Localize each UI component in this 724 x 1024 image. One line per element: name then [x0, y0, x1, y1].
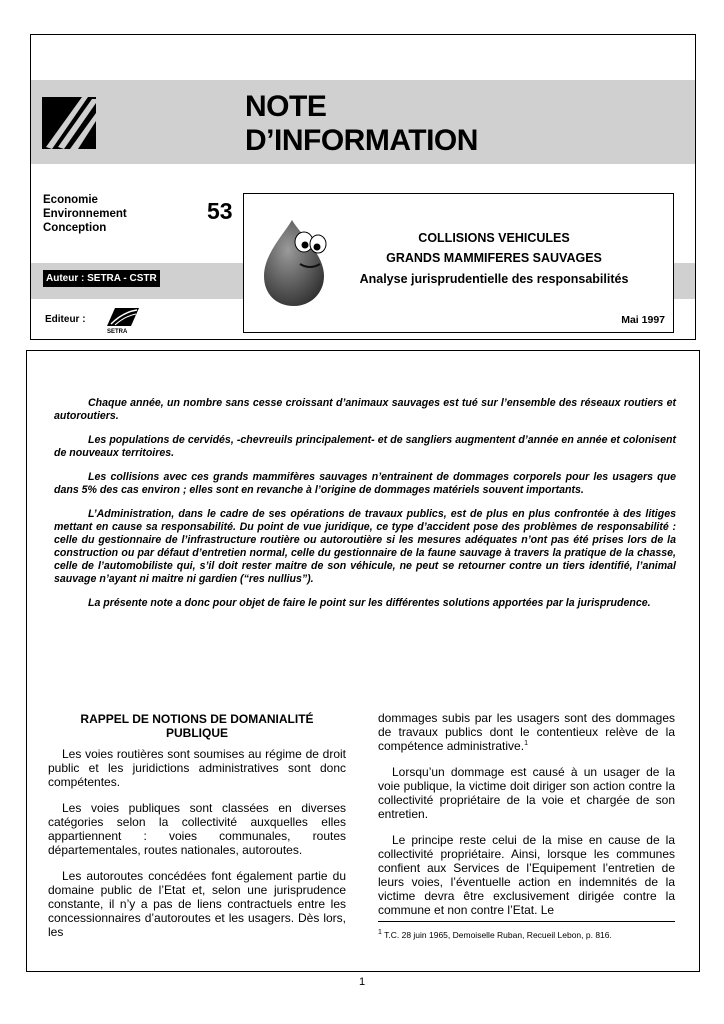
setra-logo [105, 304, 141, 334]
editor-label: Editeur : [45, 314, 86, 325]
rubric-item: Conception [43, 222, 107, 234]
section-title: RAPPEL DE NOTIONS DE DOMANIALITÉ PUBLIQUE [80, 712, 314, 740]
page-number: 1 [358, 976, 366, 988]
publication-date: Mai 1997 [621, 314, 665, 326]
body-paragraph: Les voies routières sont soumises au régime de droit public et les juridictions administratives sont donc compétentes. [48, 747, 346, 789]
footnote-separator [378, 921, 675, 922]
author-label: Auteur : SETRA - CSTR [43, 270, 160, 287]
body-paragraph: Les autoroutes concédées font également partie du domaine public de l’Etat et, selon une jurisprudence constante, il n’y a pas de liens contractuels entre les concessionnaires d’autoroutes et les usagers. Dès lors, les [48, 869, 346, 939]
footnote [378, 930, 612, 940]
topic-line1: COLLISIONS VEHICULES [418, 231, 570, 245]
intro-paragraph: Les populations de cervidés, -chevreuils principalement- et de sangliers augmentent d’année en année et colonisent de nouveaux territoires. [54, 434, 676, 459]
document-title-line2: D’INFORMATION [245, 124, 478, 157]
intro-paragraph: La présente note a donc pour objet de faire le point sur les différentes solutions apportées par la jurisprudence. [88, 597, 651, 609]
rubric-item: Economie [43, 194, 98, 206]
topic-line3: Analyse jurisprudentielle des responsabilités [359, 272, 629, 286]
setra-logo-text: SETRA [107, 329, 128, 334]
intro-paragraph: Chaque année, un nombre sans cesse croissant d’animaux sauvages est tué sur l’ensemble des réseaux routiers et autoroutiers. [54, 397, 676, 422]
intro-abstract [54, 397, 676, 621]
footnote-mark: 1 [378, 929, 382, 937]
issue-number: 53 [207, 198, 233, 224]
rubric-item: Environnement [43, 208, 127, 220]
drop-mascot-icon [260, 214, 330, 309]
intro-paragraph: Les collisions avec ces grands mammifères sauvages n’entrainent de dommages corporels pour les usagers que dans 5% des cas environ ; elles sont en revanche à l’origine de dommages matériels souvent importants. [54, 471, 676, 496]
body-paragraph: Lorsqu’un dommage est causé à un usager de la voie publique, la victime doit diriger son action contre la collectivité propriétaire de la voie et chargée de son entretien. [378, 765, 675, 821]
body-paragraph: Les voies publiques sont classées en diverses catégories selon la collectivité auxquelles elles appartiennent : voies communales, routes départementales, routes nationales, autoroutes. [48, 801, 346, 857]
rubric-list [43, 193, 127, 235]
topic-line2: GRANDS MAMMIFERES SAUVAGES [386, 251, 602, 265]
body-text: dommages subis par les usagers sont des dommages de travaux publics dont le contentieux relève de la compétence administrative. [378, 711, 675, 753]
topic-box [243, 193, 674, 333]
column-left [48, 712, 346, 951]
footnote-reference: 1 [524, 740, 528, 747]
ministry-logo [42, 97, 96, 149]
column-right [378, 711, 675, 929]
body-paragraph: Le principe reste celui de la mise en cause de la collectivité propriétaire. Ainsi, lorsque les communes confient aux Services de l’Equipement l’entretien de leurs voies, l’éventuelle action en indemnités de la victime devra être exclusivement dirigée contre la commune et non contre l’Etat. Le [378, 833, 675, 917]
body-paragraph [378, 711, 675, 753]
intro-paragraph: L’Administration, dans le cadre de ses opérations de travaux publics, est de plus en plus confrontée à des litiges mettant en cause sa responsabilité. Du point de vue juridique, ce type d’accident pose des problèmes de responsabilité : celle du gestionnaire de l’infrastructure routière ou autoroutière si les mesures adéquates n’ont pas été prises lors de la construction ou par défaut d’entretien normal, celle du gestionnaire de la faune sauvage à travers la pratique de la chasse, celle de l’automobiliste qui, s’il doit rester maitre de son véhicule, ne peut se retourner contre un tiers identifié, l’animal sauvage n’ayant ni maitre ni gardien (“res nullius”). [54, 508, 676, 585]
footnote-text: T.C. 28 juin 1965, Demoiselle Ruban, Recueil Lebon, p. 816. [381, 930, 612, 940]
document-title-line1: NOTE [245, 90, 327, 123]
